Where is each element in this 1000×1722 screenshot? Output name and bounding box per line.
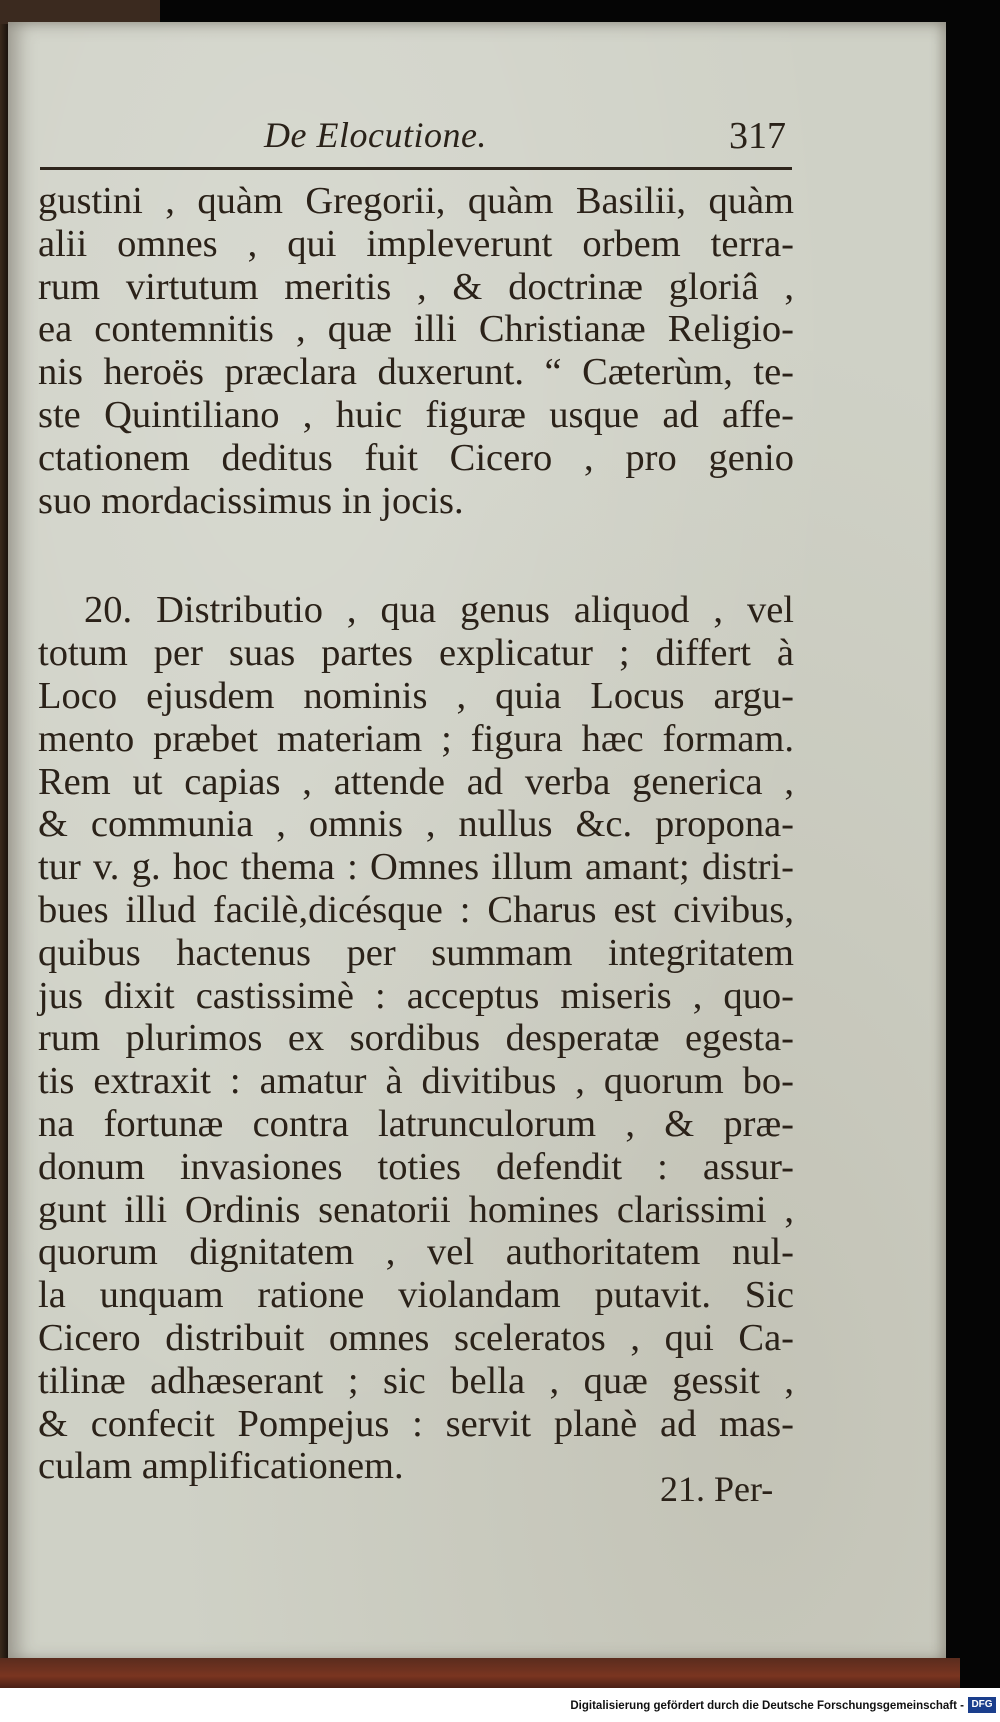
text-line: na fortunæ contra latrunculorum , & præ- [38,1102,794,1145]
text-line: rum plurimos ex sordibus desperatæ egesta- [38,1017,794,1060]
text-line: Cicero distribuit omnes sceleratos , qui Ca- [38,1316,794,1359]
text-line: ctationem deditus fuit Cicero , pro genio [38,436,794,479]
header-rule [40,167,792,170]
text-line: jus dixit castissimè : acceptus miseris , quo- [38,974,794,1017]
book-cover-bottom [0,1658,960,1688]
text-line: tur v. g. hoc thema : Omnes illum amant; distri- [38,846,794,889]
text-line: donum invasiones toties defendit : assur- [38,1145,794,1188]
text-line: & confecit Pompejus : servit planè ad mas- [38,1402,794,1445]
text-line: ste Quintiliano , huic figuræ usque ad affe- [38,393,794,436]
text-line: nis heroës præclara duxerunt. “ Cæterùm, te- [38,351,794,394]
text-line: tis extraxit : amatur à divitibus , quorum bo- [38,1060,794,1103]
text-line: quibus hactenus per summam integritatem [38,931,794,974]
catchword: 21. Per- [660,1469,774,1509]
page-header [40,108,792,158]
dfg-logo: DFG [968,1697,996,1713]
book-cover-top [0,0,160,24]
page-number: 317 [729,115,786,157]
paragraph-2 [38,589,794,1488]
text-line: gustini , quàm Gregorii, quàm Basilii, quàm [38,180,794,222]
running-head: De Elocutione. [264,115,487,155]
text-line: ea contemnitis , quæ illi Christianæ Religio- [38,308,794,351]
footer-strip [0,1688,1000,1722]
text-line: tilinæ adhæserant ; sic bella , quæ gessit , [38,1359,794,1402]
text-line: Loco ejusdem nominis , quia Locus argu- [38,674,794,717]
text-line: culam amplificationem. [38,1445,404,1488]
text-line: la unquam ratione violandam putavit. Sic [38,1274,794,1317]
book-binding-edge [0,0,8,1722]
text-line: alii omnes , qui impleverunt orbem terra- [38,222,794,265]
paragraph-gap [38,522,794,589]
text-line: totum per suas partes explicatur ; differt à [38,632,794,675]
text-line: mento præbet materiam ; figura hæc formam. [38,717,794,760]
text-line: 20. Distributio , qua genus aliquod , vel [84,589,794,632]
text-line: suo mordacissimus in jocis. [38,479,464,522]
text-line: & communia , omnis , nullus &c. propona- [38,803,794,846]
paragraph-1 [38,180,794,522]
body-text [38,180,794,1488]
text-line: gunt illi Ordinis senatorii homines clarissimi , [38,1188,794,1231]
text-line: quorum dignitatem , vel authoritatem nul- [38,1231,794,1274]
text-line: bues illud facilè,dicésque : Charus est civibus, [38,888,794,931]
funding-credit: Digitalisierung gefördert durch die Deutsche Forschungsgemeinschaft - [570,1700,964,1712]
text-line: rum virtutum meritis , & doctrinæ gloriâ , [38,265,794,308]
text-line: Rem ut capias , attende ad verba generica , [38,760,794,803]
